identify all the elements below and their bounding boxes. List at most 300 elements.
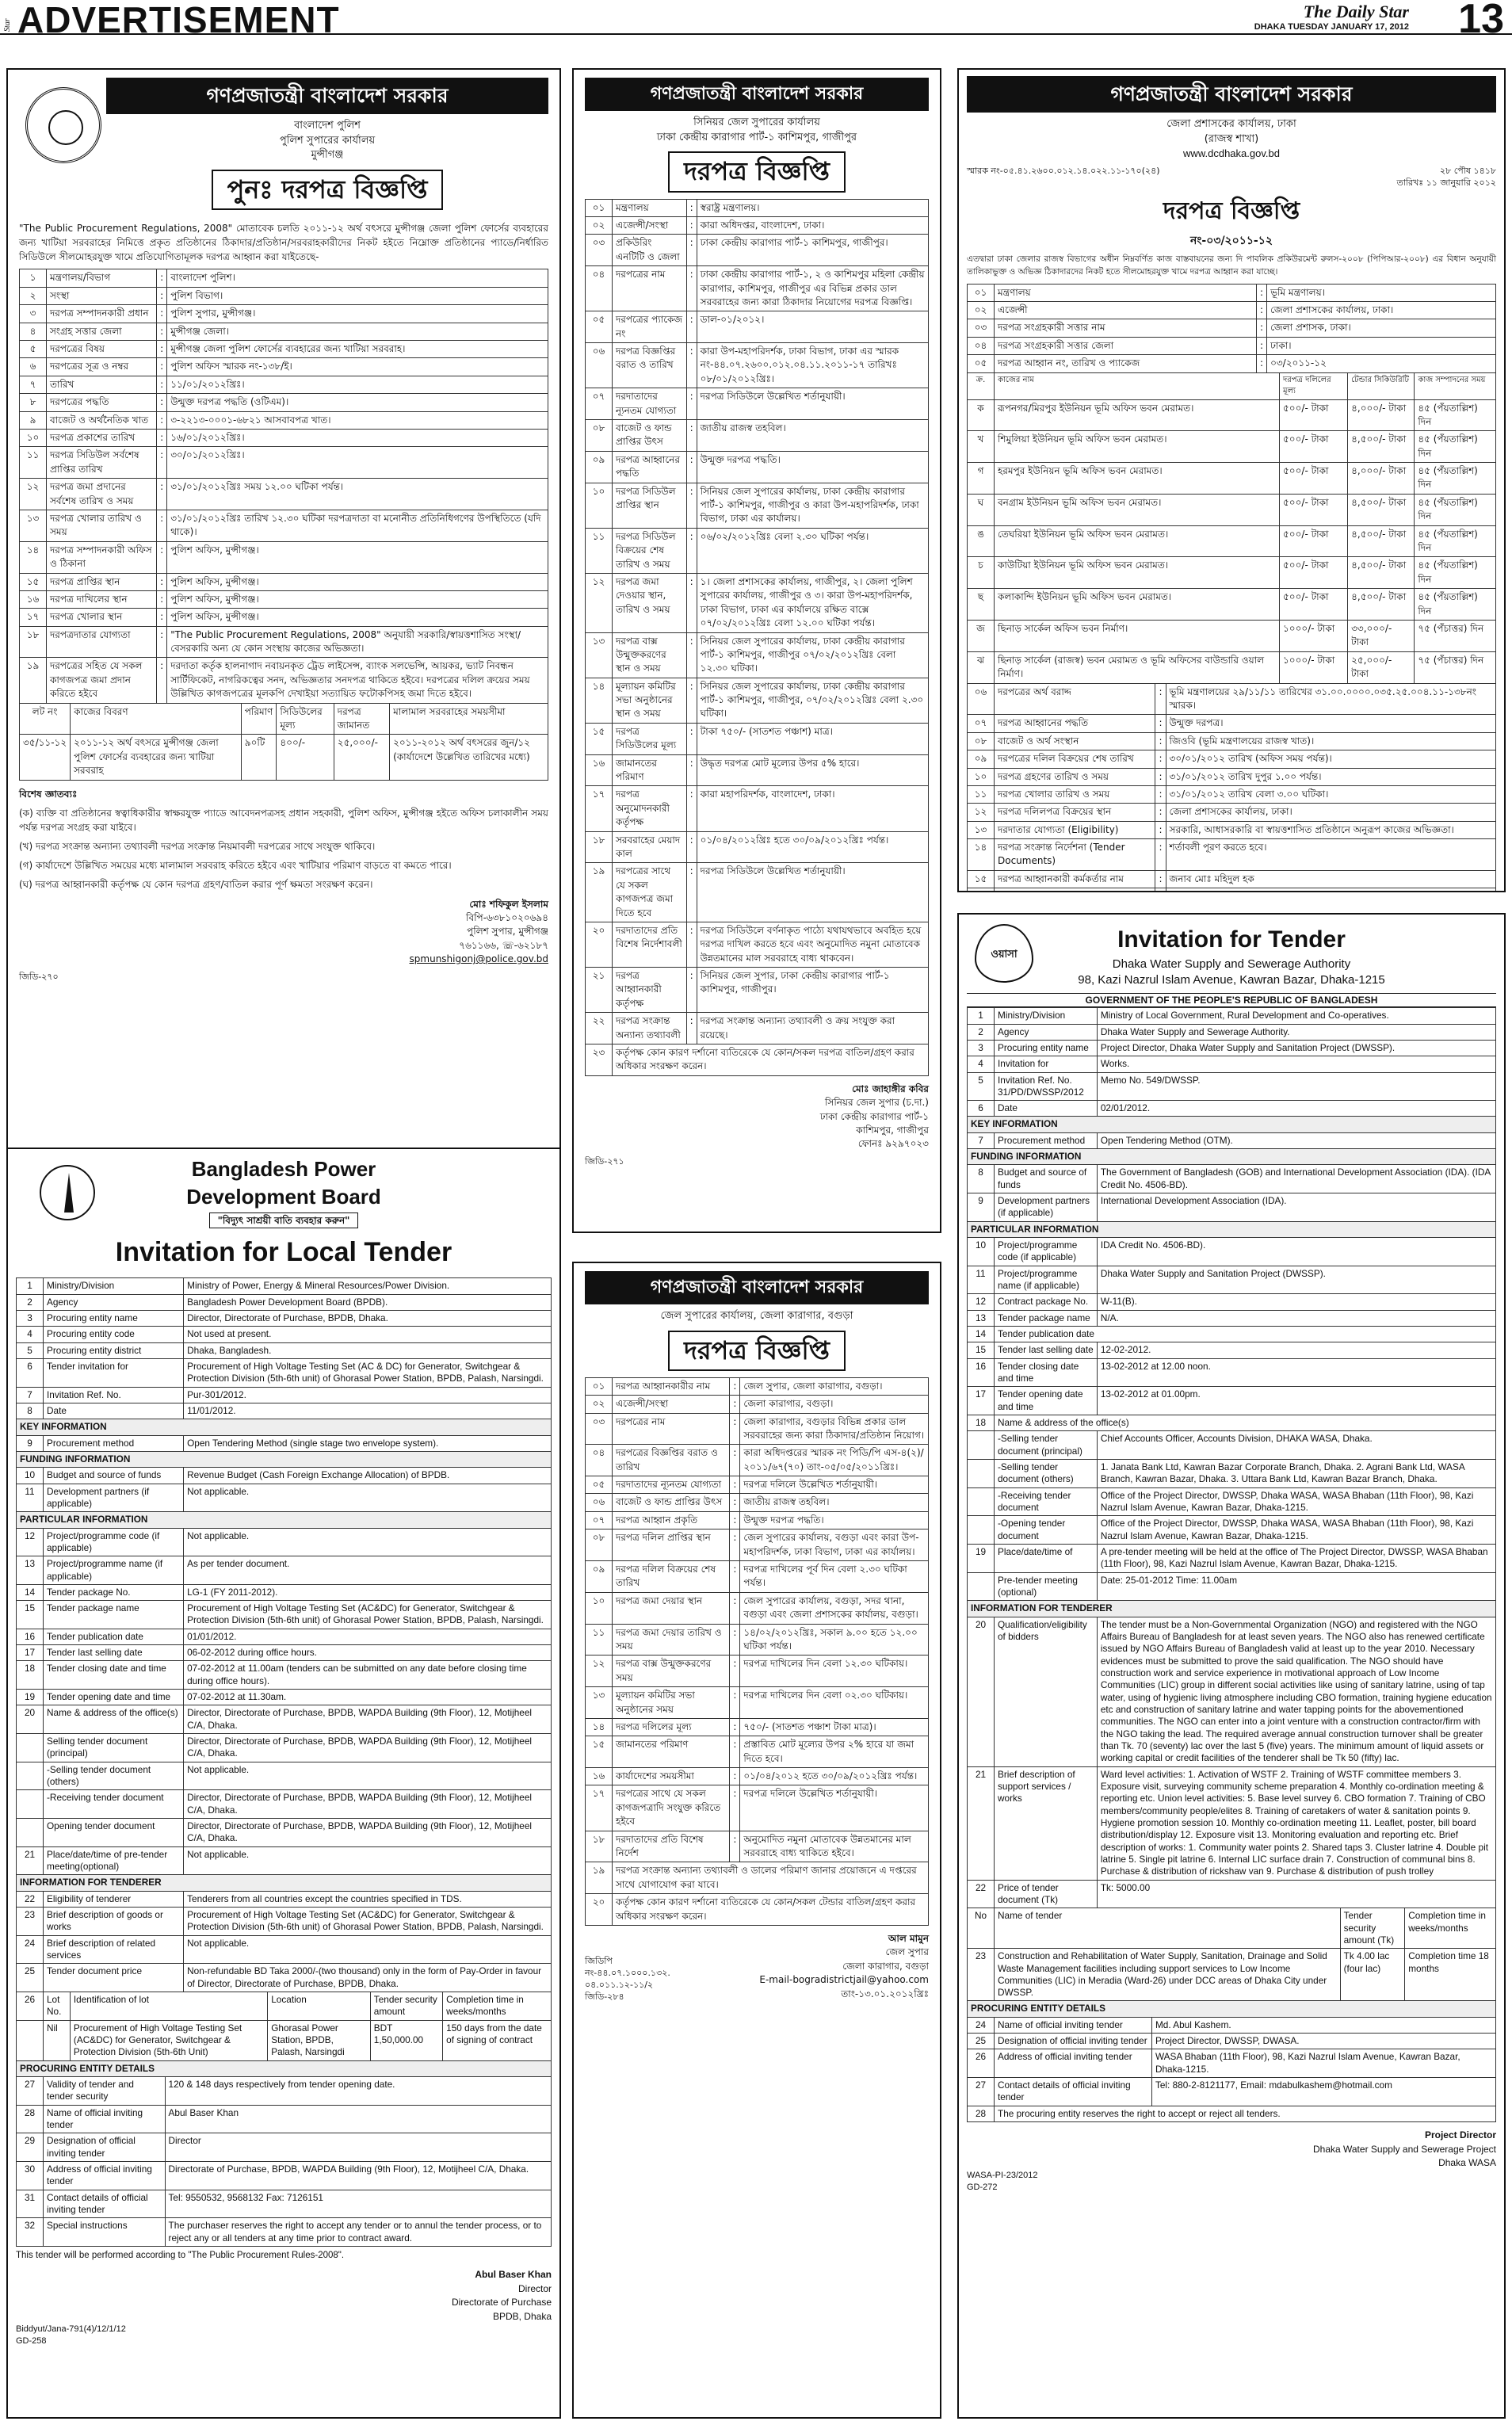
- works-cell: তেঘরিয়া ইউনিয়ন ভূমি অফিস ভবন মেরামত।: [995, 525, 1280, 557]
- row-label: দরপত্র দলিল বিক্রয়ের শেষ তারিখ: [613, 1561, 730, 1593]
- row-number: ১৮: [586, 1831, 613, 1862]
- row-value: 07-02-2012 at 11.00am (tenders can be submitted on any date before closing time during office hours).: [184, 1661, 552, 1690]
- table-row: [586, 678, 929, 723]
- row-number: গ: [968, 463, 995, 495]
- row-label: Tender publication date: [44, 1629, 184, 1644]
- row-separator: :: [157, 269, 167, 287]
- table-row: [20, 429, 548, 446]
- row-number: ০৯: [586, 1561, 613, 1593]
- row-label: Brief description of related services: [44, 1935, 184, 1964]
- row-separator: :: [157, 658, 167, 703]
- row-value: উদ্ধৃত দরপত্র মোট মূল্যের উপর ৫% হারে।: [697, 754, 928, 786]
- row-label: দরপত্র দলিলপত্র বিক্রয়ের স্থান: [995, 804, 1155, 821]
- row-number: ০৫: [968, 355, 995, 372]
- row-value: ৩১/০১/২০১২ তারিখ দুপুর ১.০০ পর্যন্ত।: [1166, 768, 1495, 785]
- row-value: ঢাকা কেন্দ্রীয় কারাগার পার্ট-১, ২ ও কাশিমপুর মহিলা কেন্দ্রীয় কারাগার, কাশিমপুর, গাজীপুর এর বিভিন্ন প্রকার ডাল সরবরাহের জন্য কারা ঠিকাদার নিয়োগের দরপত্র বিজ্ঞপ্তি।: [697, 266, 928, 311]
- row-label: দরপত্র প্রাপ্তির স্থান: [47, 573, 157, 590]
- row-value: 07-02-2012 at 11.30am.: [184, 1690, 552, 1705]
- email-link[interactable]: spmunshigonj@police.gov.bd: [409, 953, 548, 965]
- works-row: [968, 1949, 1496, 2001]
- row-number: [968, 888, 995, 892]
- table-row: [17, 1645, 552, 1661]
- row-number: ২৩: [586, 1044, 613, 1076]
- table-row: [17, 1935, 552, 1964]
- row-number: 25: [968, 2034, 995, 2049]
- row-value: Not applicable.: [184, 1762, 552, 1790]
- row-label: -Receiving tender document: [44, 1790, 184, 1819]
- row-separator: :: [686, 754, 697, 786]
- row-number: ৫: [20, 341, 47, 358]
- row-number: [968, 1487, 995, 1516]
- row-number: ৭: [20, 376, 47, 393]
- works-row: [968, 557, 1496, 589]
- row-value: Chief Accounts Officer, Accounts Division, DHAKA WASA, Dhaka.: [1097, 1431, 1495, 1460]
- table-row: [17, 1790, 552, 1819]
- row-value: The tender must be a Non-Governmental Organization (NGO) and registered with the NGO Affairs Bureau of Bangladesh for at least seven years. The NGO also has renewed certificate issued by NGO Affairs Bureau of Bangladesh valid at least up to the year 2010. Necessary evidences must be submitted to prove the said qualification. The NGO should have construction work and service experience in motivational approach of Low Income Communities (LIC) group in different social activities like using of sanitary latrine, using of tap water, using of hygienic living atmosphere including CBO formation, training hygiene education etc and construction of sanitary latrine and water tapping points for the abovementioned communities. The NGO can enter into a joint venture with a construction contractor/firm with the NGO taking the lead. The required average annual construction turnover shall be greater than Tk. 70 (seventy) lac over the last 5 (five) years. The minimum amount of liquid assets or working capital or credit facilities of the tenderer shall be Tk 50 (fifty) lac.: [1097, 1617, 1495, 1766]
- row-value: উন্মুক্ত দরপত্র পদ্ধতি।: [740, 1511, 929, 1529]
- section-heading: [17, 1451, 552, 1467]
- section-heading: [968, 1601, 1496, 1617]
- row-value: দরপত্র সংক্রান্ত অন্যান্য তথ্যাবলী ও ক্রয় সংযুক্ত করা রয়েছে।: [697, 1013, 928, 1044]
- row-separator: :: [157, 341, 167, 358]
- row-separator: :: [1257, 337, 1267, 354]
- row-value: Dhaka, Bangladesh.: [184, 1342, 552, 1358]
- signatory-line: Dhaka Water Supply and Sewerage Project: [1312, 2143, 1496, 2155]
- entity-table: [967, 2000, 1496, 2122]
- table-row: [968, 804, 1496, 821]
- table-row: [17, 1584, 552, 1600]
- row-value: ৩১/০১/২০১২খ্রিঃ সময় ১২.০০ ঘটিকা পর্যন্ত।: [167, 479, 548, 510]
- row-value: উন্মুক্ত দরপত্র পদ্ধতি।: [697, 451, 928, 483]
- row-label: Procuring entity code: [44, 1327, 184, 1342]
- row-label: দরপত্র সম্পাদনকারী অফিস ও ঠিকানা: [47, 541, 157, 573]
- row-label: দরপত্র বিজ্ঞপ্তির বরাত ও তারিখ: [613, 343, 687, 388]
- office-line: পুলিশ সুপারের কার্যালয়: [279, 134, 376, 147]
- works-cell: ৪৫ (পঁয়তাল্লিশ) দিন: [1415, 399, 1496, 431]
- row-separator: :: [686, 786, 697, 831]
- row-separator: :: [157, 447, 167, 479]
- table-row: [20, 541, 548, 573]
- row-separator: :: [730, 1768, 740, 1785]
- row-number: ১৪: [20, 541, 47, 573]
- table-row: [586, 266, 929, 311]
- row-number: 32: [17, 2218, 44, 2247]
- signatory-line: ৭৬১১৬৬, ☏-৬২১৮৭: [459, 939, 548, 951]
- row-value: জেলা প্রশাসকের কার্যালয়, ঢাকা।: [1166, 804, 1495, 821]
- row-label: Procurement method: [995, 1132, 1098, 1148]
- section-heading-text: KEY INFORMATION: [968, 1117, 1496, 1132]
- row-label: Name of official inviting tender: [995, 2017, 1152, 2033]
- row-number: ১: [20, 269, 47, 287]
- row-number: ১৫: [586, 723, 613, 754]
- works-cell: ৪,৫০০/- টাকা: [1348, 431, 1415, 463]
- row-label: মন্ত্রণালয়/বিভাগ: [47, 269, 157, 287]
- row-number: 18: [968, 1415, 995, 1431]
- row-label: দরপত্র সিডিউল সর্বশেষ প্রাপ্তির তারিখ: [47, 447, 157, 479]
- row-value: Director, Directorate of Purchase, BPDB, WAPDA Building (9th Floor), 12, Motijheel C/A, Dhaka.: [184, 1705, 552, 1734]
- row-number: ০৬: [968, 683, 995, 715]
- row-number: 21: [968, 1766, 995, 1880]
- website-link[interactable]: www.dcdhaka.gov.bd: [1183, 147, 1280, 160]
- row-label: Agency: [995, 1024, 1098, 1040]
- row-label: Tender publication date: [995, 1327, 1496, 1342]
- row-number: ১৭: [586, 786, 613, 831]
- tender-table: [16, 1277, 552, 1992]
- works-cell: রূপনগর/মিরপুর ইউনিয়ন ভূমি অফিস ভবন মেরামত।: [995, 399, 1280, 431]
- row-separator: :: [1155, 768, 1166, 785]
- row-number: 30: [17, 2161, 44, 2190]
- row-number: ঙ: [968, 525, 995, 557]
- row-number: ১৪: [586, 678, 613, 723]
- table-row: [968, 1193, 1496, 1222]
- row-separator: :: [686, 199, 697, 216]
- table-row: [586, 216, 929, 234]
- row-number: 8: [968, 1165, 995, 1193]
- row-label: -Selling tender document (principal): [995, 1431, 1098, 1460]
- row-number: ০৬: [586, 1494, 613, 1511]
- table-row: [586, 754, 929, 786]
- table-row: [17, 1762, 552, 1790]
- section-heading-text: FUNDING INFORMATION: [17, 1451, 552, 1467]
- row-number: ১৩: [20, 510, 47, 541]
- row-value: Works.: [1097, 1056, 1495, 1072]
- info-table-2: [967, 683, 1496, 892]
- row-number: খ: [968, 431, 995, 463]
- table-row: [586, 573, 929, 632]
- works-cell: ৪৫ (পঁয়তাল্লিশ) দিন: [1415, 589, 1496, 621]
- row-separator: :: [686, 678, 697, 723]
- section-heading-text: INFORMATION FOR TENDERER: [968, 1601, 1496, 1617]
- row-label: দরপত্র আহ্বানকারী কর্তৃপক্ষ: [613, 968, 687, 1013]
- row-value: দরদাতা কর্তৃক হালনাগাদ নবায়নকৃত ট্রেড লাইসেন্স, ব্যাংক সলভেন্সি, আয়কর, ভ্যাট নিবন্ধন সার্টিফিকেট, নাগরিকত্বের সনদ, অভিজ্ঞতার সনদপত্র থাকিতে হইবে। দরপত্রের দলিল ক্রয়ের সময় উল্লিখিত কাগজপত্রের মূলকপি দেখাইয়া সত্যায়িত ফটোকপিসহ জমা দিতে হইবে।: [167, 658, 548, 703]
- row-value: জেল সুপারের কার্যালয়, বগুড়া, সদর থানা, বগুড়া এবং জেলা প্রশাসকের কার্যালয়, বগুড়া।: [740, 1592, 929, 1624]
- table-row: [968, 750, 1496, 768]
- table-row: [968, 1327, 1496, 1342]
- table-row: [586, 1718, 929, 1736]
- table-row: [586, 922, 929, 967]
- row-separator: :: [686, 573, 697, 632]
- table-row: [20, 394, 548, 411]
- row-value: Director, Directorate of Purchase, BPDB, WAPDA Building (9th Floor), 12, Motijheel C/A, Dhaka.: [184, 1819, 552, 1847]
- email-link[interactable]: E-mail-bogradistrictjail@yahoo.com: [759, 1974, 929, 1986]
- lot-header-cell: Completion time in weeks/months: [443, 1992, 552, 2021]
- row-label: বাজেট ও ফান্ড প্রাপ্তির উৎস: [613, 1494, 730, 1511]
- row-label: Qualification/eligibility of bidders: [995, 1617, 1098, 1766]
- row-label: দরপত্রের বিষয়: [47, 341, 157, 358]
- lot-cell: ৪০০/-: [277, 735, 334, 780]
- row-value: প্রস্তাবিত মোট মূল্যের উপর ২% হারে যা জমা দিতে হবে।: [740, 1736, 929, 1768]
- row-label: দরপত্র খোলার স্থান: [47, 609, 157, 626]
- row-number: 15: [17, 1601, 44, 1629]
- row-value: সরকারি, আধাসরকারি বা স্বায়ত্তশাসিত প্রতিষ্ঠানে অনুরূপ কাজের অভিজ্ঞতা।: [1166, 821, 1495, 838]
- table-row: [17, 1891, 552, 1907]
- memo-block: [585, 1956, 670, 2003]
- row-separator: :: [730, 1687, 740, 1719]
- row-number: ০৮: [968, 732, 995, 750]
- works-cell: ২৫,০০০/- টাকা: [1348, 651, 1415, 683]
- row-value: দরপত্র সিডিউলে উল্লেখিত শর্তানুযায়ী।: [697, 863, 928, 922]
- table-row: [586, 483, 929, 528]
- row-label: Agency: [44, 1294, 184, 1310]
- table-row: [17, 1964, 552, 1992]
- lot-cell: ২০১১-১২ অর্থ বৎসরে মুন্সীগঞ্জ জেলা পুলিশ ফোর্সের ব্যবহারের জন্য খাটিয়া সরবরাহ: [71, 735, 242, 780]
- row-number: ১৮: [586, 831, 613, 863]
- govt-seal-icon: [25, 87, 101, 163]
- row-label: দরপত্রের সহিত যে সকল কাগজপত্র জমা প্রদান করিতে হইবে: [47, 658, 157, 703]
- row-separator: :: [686, 311, 697, 343]
- row-value: সিনিয়র জেল সুপারের কার্যালয়, ঢাকা কেন্দ্রীয় কারাগার পার্ট-১ কাশিমপুর, গাজীপুর ও কারা উপ-মহাপরিদর্শক, ঢাকা বিভাগ, ঢাকা এর কার্যালয়।: [697, 483, 928, 528]
- row-number: ১৩: [968, 821, 995, 838]
- row-label: দরপত্রের প্যাকেজ নং: [613, 311, 687, 343]
- row-separator: :: [1257, 319, 1267, 337]
- table-row: [968, 1310, 1496, 1326]
- office-block: [967, 117, 1496, 147]
- row-number: ০১: [586, 1377, 613, 1395]
- row-number: 27: [968, 2078, 995, 2106]
- table-row: [17, 1358, 552, 1387]
- org-line: Bangladesh Power: [191, 1157, 376, 1181]
- page-masthead: [0, 0, 1512, 42]
- row-value: Not used at present.: [184, 1327, 552, 1342]
- row-label: দরপত্র জমা দেয়ার তারিখ ও সময়: [613, 1624, 730, 1655]
- signatory-name: মোঃ জাহাঙ্গীর কবির: [852, 1083, 929, 1094]
- row-label: Designation of official inviting tender: [44, 2133, 166, 2162]
- row-value: IDA Credit No. 4506-BD).: [1097, 1238, 1495, 1266]
- ad-ref: জিডি-২৭১: [585, 1155, 624, 1167]
- section-heading-text: PROCURING ENTITY DETAILS: [17, 2060, 552, 2076]
- row-separator: :: [1155, 683, 1166, 715]
- govt-band: গণপ্রজাতন্ত্রী বাংলাদেশ সরকার: [585, 78, 929, 111]
- note-text: This tender will be performed according to "The Public Procurement Rules-2008".: [16, 2250, 345, 2260]
- works-cell: ৫০০/- টাকা: [1280, 431, 1348, 463]
- row-value: পুলিশ অফিস, মুন্সীগঞ্জ।: [167, 573, 548, 590]
- table-row: [586, 311, 929, 343]
- row-separator: :: [686, 420, 697, 452]
- row-separator: :: [157, 376, 167, 393]
- row-label: -Receiving tender document: [995, 1487, 1098, 1516]
- table-row: [586, 1736, 929, 1768]
- row-label: Contract package No.: [995, 1294, 1098, 1310]
- row-label: Address of official inviting tender: [995, 2049, 1152, 2078]
- row-number: [17, 1790, 44, 1819]
- tender-table: [967, 1007, 1496, 1908]
- works-cell: ৩৩,০০০/- টাকা: [1348, 620, 1415, 651]
- row-number: [17, 1819, 44, 1847]
- row-number: ১৫: [968, 870, 995, 888]
- row-value: ০১/০৪/২০১২খ্রিঃ হতে ৩০/০৯/২০১২খ্রিঃ পর্যন্ত।: [697, 831, 928, 863]
- row-separator: :: [730, 1413, 740, 1445]
- row-label: দরপত্রের সূত্র ও নম্বর: [47, 358, 157, 376]
- row-number: ০৯: [968, 750, 995, 768]
- row-number: [17, 1734, 44, 1762]
- row-number: ০৫: [586, 311, 613, 343]
- row-label: দরপত্র সংক্রান্ত নির্দেশনা (Tender Documents): [995, 839, 1155, 871]
- table-row: [17, 1819, 552, 1847]
- signatory-line: পুলিশ সুপার, মুন্সীগঞ্জ: [467, 926, 548, 938]
- table-row: [20, 590, 548, 608]
- row-label: কর্তৃপক্ষ কোন কারণ দর্শানো ব্যতিরেকে যে কোন/সকল টেন্ডার বাতিল/গ্রহণ করার অধিকার সংরক্ষণ করেন।: [613, 1894, 929, 1926]
- row-number: 3: [17, 1310, 44, 1326]
- row-value: ভূমি মন্ত্রণালয়।: [1267, 284, 1496, 301]
- row-value: কারা অধিদপ্তর, বাংলাদেশ, ঢাকা।: [697, 216, 928, 234]
- row-number: ০৩: [968, 319, 995, 337]
- row-value: Revenue Budget (Cash Foreign Exchange Allocation) of BPDB.: [184, 1468, 552, 1484]
- row-value: Abul Baser Khan: [165, 2105, 551, 2133]
- table-row: [17, 1468, 552, 1484]
- logo-text: ওয়াসা: [991, 949, 1018, 960]
- lot-cell: [17, 2020, 44, 2060]
- lot-header-cell: Location: [268, 1992, 371, 2021]
- row-value: জাতীয় রাজস্ব তহবিল।: [740, 1494, 929, 1511]
- org-name: [16, 1155, 552, 1211]
- row-value: 120 & 148 days respectively from tender opening date.: [165, 2076, 551, 2105]
- row-number: ০৮: [586, 420, 613, 452]
- star-mark: Star: [3, 18, 12, 32]
- table-row: [968, 839, 1496, 871]
- section-heading: [968, 2001, 1496, 2017]
- row-label: Budget and source of funds: [995, 1165, 1098, 1193]
- section-heading-text: PARTICULAR INFORMATION: [17, 1512, 552, 1528]
- works-cell: ৪,৫০০/- টাকা: [1348, 525, 1415, 557]
- special-item: (ঘ) দরপত্র আহ্বানকারী কর্তৃপক্ষ যে কোন দরপত্র গ্রহণ/বাতিল করার পূর্ণ ক্ষমতা সংরক্ষণ করেন।: [19, 878, 373, 890]
- table-row: [968, 1572, 1496, 1601]
- row-value: ১। জেলা প্রশাসকের কার্যালয়, গাজীপুর, ২। জেলা পুলিশ সুপারের কার্যালয়, গাজীপুর ও ৩। কারা উপ-মহাপরিদর্শক, ঢাকা বিভাগ, ঢাকা এর কার্যালয়ে রক্ষিত বাক্সে ০৭/০২/২০১২খ্রিঃ বেলা ১২.০০ ঘটিকা পর্যন্ত।: [697, 573, 928, 632]
- table-row: [586, 1894, 929, 1926]
- table-row: [968, 1358, 1496, 1387]
- works-header-row: [968, 372, 1496, 399]
- row-value: দরপত্র সিডিউলে বর্ণনাকৃত পাঠ্যে যথাযথভাবে অবহিত হয়ে দরপত্র দাখিল করতে হবে এবং অনুমোদিত নমুনা মোতাবেক উন্নতমানের মাল সরবরাহে বাধ্য থাকবেন।: [697, 922, 928, 967]
- row-label: দরপত্রের নাম: [613, 1413, 730, 1445]
- row-label: -Selling tender document (others): [995, 1460, 1098, 1488]
- row-number: 31: [17, 2190, 44, 2218]
- table-row: [20, 626, 548, 658]
- works-cell: ৪৫ (পঁয়তাল্লিশ) দিন: [1415, 494, 1496, 525]
- table-row: [586, 1511, 929, 1529]
- special-item: (খ) দরপত্র সংক্রান্ত অন্যান্য তথ্যাবলী দরপত্র সংক্রান্ত নিয়মাবলী দরপত্রের সাথে সংযুক্ত থাকিবে।: [19, 840, 376, 852]
- table-row: [20, 341, 548, 358]
- table-row: [20, 376, 548, 393]
- row-label: দরপত্রের সাথে যে সকল কাগজপত্র জমা দিতে হবে: [613, 863, 687, 922]
- row-value: টাকা ৭৫০/- (সাতশত পঞ্চাশ) মাত্র।: [697, 723, 928, 754]
- lot-header-cell: সিডিউলের মূল্য: [277, 703, 334, 735]
- row-separator: :: [1155, 804, 1166, 821]
- row-label: দরপত্রের পদ্ধতি: [47, 394, 157, 411]
- row-number: ০৪: [968, 337, 995, 354]
- row-value: জাতীয় রাজস্ব তহবিল।: [697, 420, 928, 452]
- notice-title: Invitation for Tender: [1117, 926, 1346, 953]
- row-label: -Selling tender document (others): [44, 1762, 184, 1790]
- row-value: Not applicable.: [184, 1935, 552, 1964]
- table-row: [968, 785, 1496, 803]
- row-number: চ: [968, 557, 995, 589]
- works-cell: Construction and Rehabilitation of Water Supply, Sanitation, Drainage and Solid Waste Management facilities including support services to Low Income Communities (LIC) in Meradia (Ward-26) under DCC areas of Dhaka City under DWSSP.: [995, 1949, 1341, 2001]
- row-number: 22: [17, 1891, 44, 1907]
- notice-title: দরপত্র বিজ্ঞপ্তি: [668, 1331, 846, 1371]
- works-header-cell: ক্র.: [968, 372, 995, 399]
- row-value: Procurement of High Voltage Testing Set (AC&DC) for Generator, Switchgear & Protection Division (5th-6th unit) of Ghorasal Power Station, BPDB, Palash, Narsingdi.: [184, 1908, 552, 1936]
- row-number: 19: [17, 1690, 44, 1705]
- row-label: দরপত্র জমা দেয়ার স্থান: [613, 1592, 730, 1624]
- section-heading-text: INFORMATION FOR TENDERER: [17, 1875, 552, 1891]
- works-cell: Completion time 18 months: [1405, 1949, 1496, 2001]
- signatory-name: আল মামুন: [888, 1933, 929, 1944]
- table-row: [968, 1460, 1496, 1488]
- table-row: [968, 1617, 1496, 1766]
- row-number: 13: [968, 1310, 995, 1326]
- row-label: দরপত্র সিডিউল প্রাপ্তির স্থান: [613, 483, 687, 528]
- row-number: ০৩: [586, 1413, 613, 1445]
- table-row: [17, 2218, 552, 2247]
- table-row: [17, 1528, 552, 1556]
- works-header-row: [968, 1908, 1496, 1949]
- table-row: [17, 1342, 552, 1358]
- works-cell: কলাকান্দি ইউনিয়ন ভূমি অফিস ভবন মেরামত।: [995, 589, 1280, 621]
- row-value: পুলিশ অফিস, মুন্সীগঞ্জ।: [167, 609, 548, 626]
- row-number: ১৫: [20, 573, 47, 590]
- row-number: ২: [20, 287, 47, 304]
- ad-ref: [16, 2324, 552, 2347]
- row-value: সিনিয়র জেল সুপার, ঢাকা কেন্দ্রীয় কারাগার পার্ট-১ কাশিমপুর, গাজীপুর।: [697, 968, 928, 1013]
- lot-row: [20, 735, 548, 780]
- table-row: [968, 1101, 1496, 1117]
- office-block: [585, 116, 929, 146]
- table-row: [968, 1294, 1496, 1310]
- row-separator: :: [157, 394, 167, 411]
- works-cell: ৪,৫০০/- টাকা: [1348, 589, 1415, 621]
- ad-dhaka-dc-office: [957, 68, 1506, 892]
- row-value: পুলিশ অফিস, মুন্সীগঞ্জ।: [167, 590, 548, 608]
- office-line: সিনিয়র জেল সুপারের কার্যালয়: [693, 116, 820, 128]
- table-row: [20, 609, 548, 626]
- row-value: দরপত্র দাখিলের দিন বেলা ০২.৩০ ঘটিকায়।: [740, 1687, 929, 1719]
- row-number: ১২: [968, 804, 995, 821]
- row-number: ঘ: [968, 494, 995, 525]
- row-label: এজেন্সী: [995, 301, 1257, 319]
- lot-header-cell: কাজের বিবরণ: [71, 703, 242, 735]
- table-row: [968, 355, 1496, 372]
- row-number: 24: [968, 2017, 995, 2033]
- table-row: [968, 1487, 1496, 1516]
- row-value: দরপত্র সিডিউলে উল্লেখিত শর্তানুযায়ী।: [697, 388, 928, 420]
- row-number: ১৩: [586, 1687, 613, 1719]
- row-value: ডাল-০১/২০১২।: [697, 311, 928, 343]
- row-label: Contact details of official inviting tender: [995, 2078, 1152, 2106]
- row-label: দরপত্র আহ্বানের পদ্ধতি: [995, 715, 1155, 732]
- works-cell: ৪৫ (পঁয়তাল্লিশ) দিন: [1415, 463, 1496, 495]
- table-row: [586, 1013, 929, 1044]
- row-value: Ministry of Power, Energy & Mineral Resources/Power Division.: [184, 1278, 552, 1294]
- row-label: Name & address of the office(s): [995, 1415, 1496, 1431]
- table-row: [586, 528, 929, 573]
- row-number: 8: [17, 1403, 44, 1419]
- row-value: স্বরাষ্ট্র মন্ত্রণালয়।: [697, 199, 928, 216]
- row-number: ০২: [586, 216, 613, 234]
- table-row: [17, 1278, 552, 1294]
- row-number: 11: [968, 1266, 995, 1294]
- works-cell: ৫০০/- টাকা: [1280, 589, 1348, 621]
- table-row: [586, 1862, 929, 1894]
- tender-table: [19, 269, 548, 703]
- works-cell: ৪৫ (পঁয়তাল্লিশ) দিন: [1415, 431, 1496, 463]
- ad-bogra-jail: [572, 1262, 941, 2419]
- row-label: Procuring entity name: [995, 1040, 1098, 1056]
- intro-text: এতদ্বারা ঢাকা জেলার রাজস্ব বিভাগের অধীন নিম্নবর্ণিত কাজ বাস্তবায়নের জন্য দি পাবলিক প্রকিউরমেন্ট রুলস-২০০৮ (পিপিআর-২০০৮) এর বিধান অনুযায়ী তালিকাভুক্ত ও অভিজ্ঞ ঠিকাদারদের নিকট হতে সীলমোহরযুক্ত খামে দরপত্র আহ্বান করা যাচ্ছে।: [967, 254, 1496, 277]
- row-separator: :: [730, 1655, 740, 1687]
- memo-line: [967, 166, 1496, 189]
- row-label: দরপত্রের অর্থ বরাদ্দ: [995, 683, 1155, 715]
- row-separator: :: [730, 1561, 740, 1593]
- row-number: 16: [968, 1358, 995, 1387]
